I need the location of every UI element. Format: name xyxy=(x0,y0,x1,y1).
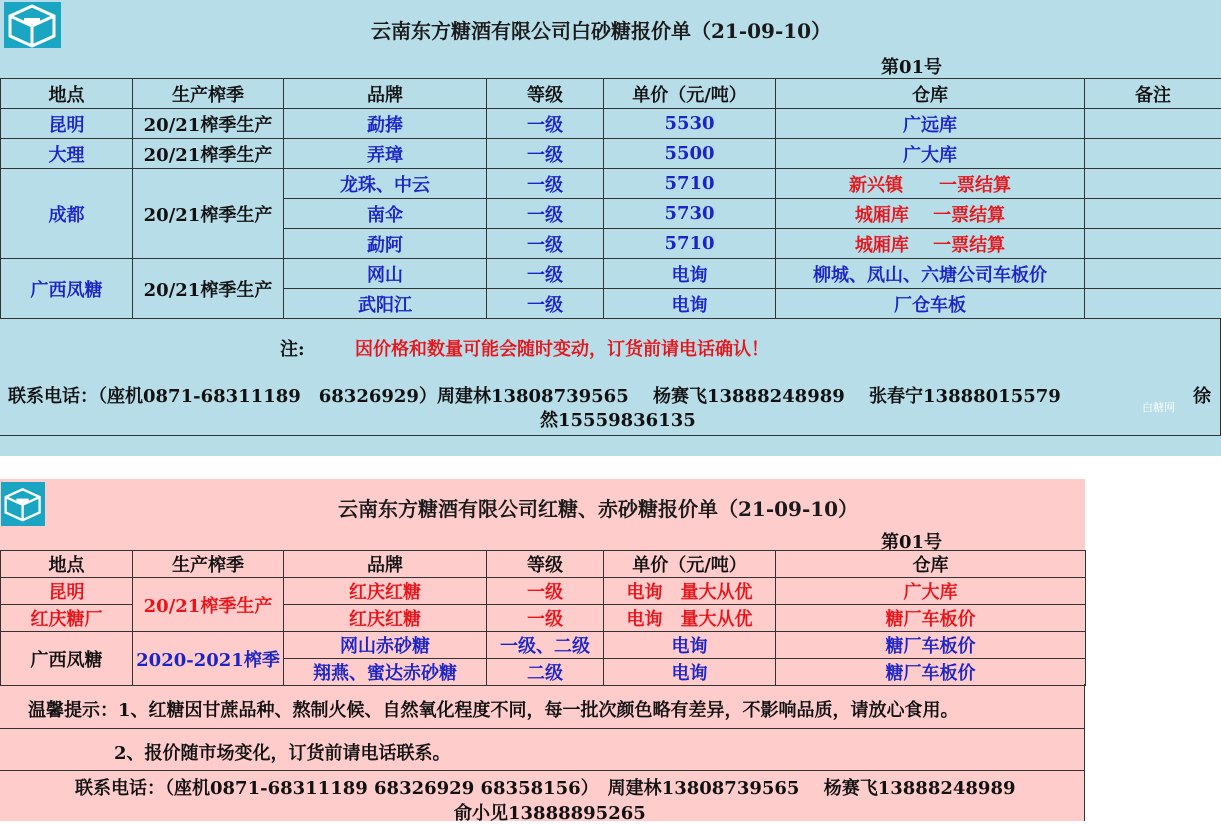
cell-warehouse: 糖厂车板价 xyxy=(776,659,1086,686)
cell-brand: 龙珠、中云 xyxy=(284,169,487,199)
header-place: 地点 xyxy=(1,79,133,109)
cell-brand: 南伞 xyxy=(284,199,487,229)
note-label: 注: xyxy=(280,335,305,361)
warm-tip-2: 2、报价随市场变化，订货前请电话联系。 xyxy=(114,739,451,765)
contact-phones: 联系电话：（座机0871-68311189 68326929 68358156） 周建林13808739565 杨赛飞13888248989 xyxy=(75,774,1016,800)
header-brand: 品牌 xyxy=(284,551,487,578)
divider xyxy=(0,435,1221,436)
cell-grade: 一级 xyxy=(487,139,604,169)
cell-brand: 弄璋 xyxy=(284,139,487,169)
cell-warehouse: 城厢库 一票结算 xyxy=(776,229,1085,259)
cell-warehouse: 广大库 xyxy=(776,139,1085,169)
contact-phones-line2: 然15559836135 xyxy=(540,406,696,432)
price-table xyxy=(0,550,1086,686)
table-row xyxy=(1,578,1086,605)
cell-price: 电询 xyxy=(604,289,776,319)
header-place: 地点 xyxy=(1,551,133,578)
page-title: 云南东方糖酒有限公司白砂糖报价单（21-09-10） xyxy=(371,15,831,44)
table-header xyxy=(1,79,1221,109)
warm-tip-1: 温馨提示：1、红糖因甘蔗品种、熬制火候、自然氧化程度不同，每一批次颜色略有差异，不影响品质，请放心食用。 xyxy=(28,696,959,722)
cell-grade: 一级 xyxy=(487,169,604,199)
table-row xyxy=(1,109,1221,139)
cell-place: 广西凤糖 xyxy=(1,632,133,686)
cell-price: 电询 xyxy=(604,659,776,686)
cell-brand: 勐阿 xyxy=(284,229,487,259)
contact-phones-wrap: 徐 xyxy=(1193,382,1211,408)
cell-place: 昆明 xyxy=(1,578,133,605)
company-logo-icon xyxy=(4,2,61,48)
cell-warehouse: 广大库 xyxy=(776,578,1086,605)
table-row xyxy=(1,139,1221,169)
brown-sugar-price-sheet xyxy=(0,479,1085,821)
header-price: 单价（元/吨） xyxy=(604,79,776,109)
cell-grade: 一级 xyxy=(487,578,604,605)
cell-price: 5530 xyxy=(604,109,776,139)
cell-place: 昆明 xyxy=(1,109,133,139)
cell-price: 5500 xyxy=(604,139,776,169)
company-logo-icon xyxy=(1,482,45,526)
header-grade: 等级 xyxy=(487,79,604,109)
cell-note xyxy=(1085,139,1221,169)
cell-price: 5710 xyxy=(604,169,776,199)
cell-warehouse: 新兴镇 一票结算 xyxy=(776,169,1085,199)
cell-warehouse: 城厢库 一票结算 xyxy=(776,199,1085,229)
serial-number: 第01号 xyxy=(881,53,942,79)
watermark: 白糖网 xyxy=(1142,399,1175,415)
cell-price: 电询 量大从优 xyxy=(604,605,776,632)
cell-brand: 红庆红糖 xyxy=(284,605,487,632)
cell-brand: 网山赤砂糖 xyxy=(284,632,487,659)
cell-place: 大理 xyxy=(1,139,133,169)
cell-note xyxy=(1085,289,1221,319)
price-change-notice: 因价格和数量可能会随时变动，订货前请电话确认！ xyxy=(355,335,769,361)
cell-note xyxy=(1085,229,1221,259)
cell-note xyxy=(1085,259,1221,289)
cell-grade: 一级、二级 xyxy=(487,632,604,659)
cell-grade: 一级 xyxy=(487,109,604,139)
header-warehouse: 仓库 xyxy=(776,551,1086,578)
cell-grade: 一级 xyxy=(487,289,604,319)
header-season: 生产榨季 xyxy=(133,551,284,578)
divider xyxy=(0,728,1085,729)
cell-warehouse: 糖厂车板价 xyxy=(776,605,1086,632)
header-brand: 品牌 xyxy=(284,79,487,109)
cell-season: 20/21榨季生产 xyxy=(133,578,284,632)
cell-grade: 一级 xyxy=(487,199,604,229)
cell-brand: 红庆红糖 xyxy=(284,578,487,605)
cell-warehouse: 柳城、凤山、六塘公司车板价 xyxy=(776,259,1085,289)
header-grade: 等级 xyxy=(487,551,604,578)
cell-season: 2020-2021榨季 xyxy=(133,632,284,686)
divider xyxy=(0,770,1085,771)
cell-price: 电询 xyxy=(604,632,776,659)
cell-season: 20/21榨季生产 xyxy=(133,259,284,319)
header-warehouse: 仓库 xyxy=(776,79,1085,109)
page-title: 云南东方糖酒有限公司红糖、赤砂糖报价单（21-09-10） xyxy=(338,493,858,522)
cell-warehouse: 厂仓车板 xyxy=(776,289,1085,319)
cell-price: 电询 量大从优 xyxy=(604,578,776,605)
cell-season: 20/21榨季生产 xyxy=(133,109,284,139)
cell-warehouse: 广远库 xyxy=(776,109,1085,139)
serial-number: 第01号 xyxy=(881,528,942,554)
cell-place: 广西凤糖 xyxy=(1,259,133,319)
cell-season: 20/21榨季生产 xyxy=(133,169,284,259)
cell-place: 成都 xyxy=(1,169,133,259)
cell-price: 5710 xyxy=(604,229,776,259)
table-row xyxy=(1,632,1086,659)
cell-note xyxy=(1085,109,1221,139)
cell-brand: 武阳江 xyxy=(284,289,487,319)
header-note: 备注 xyxy=(1085,79,1221,109)
cell-brand: 勐捧 xyxy=(284,109,487,139)
divider xyxy=(1084,684,1085,821)
header-season: 生产榨季 xyxy=(133,79,284,109)
cell-grade: 二级 xyxy=(487,659,604,686)
table-row xyxy=(1,169,1221,199)
cell-note xyxy=(1085,169,1221,199)
cell-price: 电询 xyxy=(604,259,776,289)
cell-brand: 翔燕、蜜达赤砂糖 xyxy=(284,659,487,686)
cell-note xyxy=(1085,199,1221,229)
contact-phones: 联系电话：（座机0871-68311189 68326929）周建林13808739565 杨赛飞13888248989 张春宁13888015579 xyxy=(8,382,1061,408)
cell-warehouse: 糖厂车板价 xyxy=(776,632,1086,659)
contact-phones-line2: 俞小见13888895265 xyxy=(454,799,646,825)
cell-grade: 一级 xyxy=(487,259,604,289)
cell-season: 20/21榨季生产 xyxy=(133,139,284,169)
price-table xyxy=(0,78,1221,319)
table-header xyxy=(1,551,1086,578)
cell-price: 5730 xyxy=(604,199,776,229)
cell-place: 红庆糖厂 xyxy=(1,605,133,632)
header-price: 单价（元/吨） xyxy=(604,551,776,578)
table-row xyxy=(1,259,1221,289)
cell-grade: 一级 xyxy=(487,605,604,632)
cell-brand: 网山 xyxy=(284,259,487,289)
cell-grade: 一级 xyxy=(487,229,604,259)
